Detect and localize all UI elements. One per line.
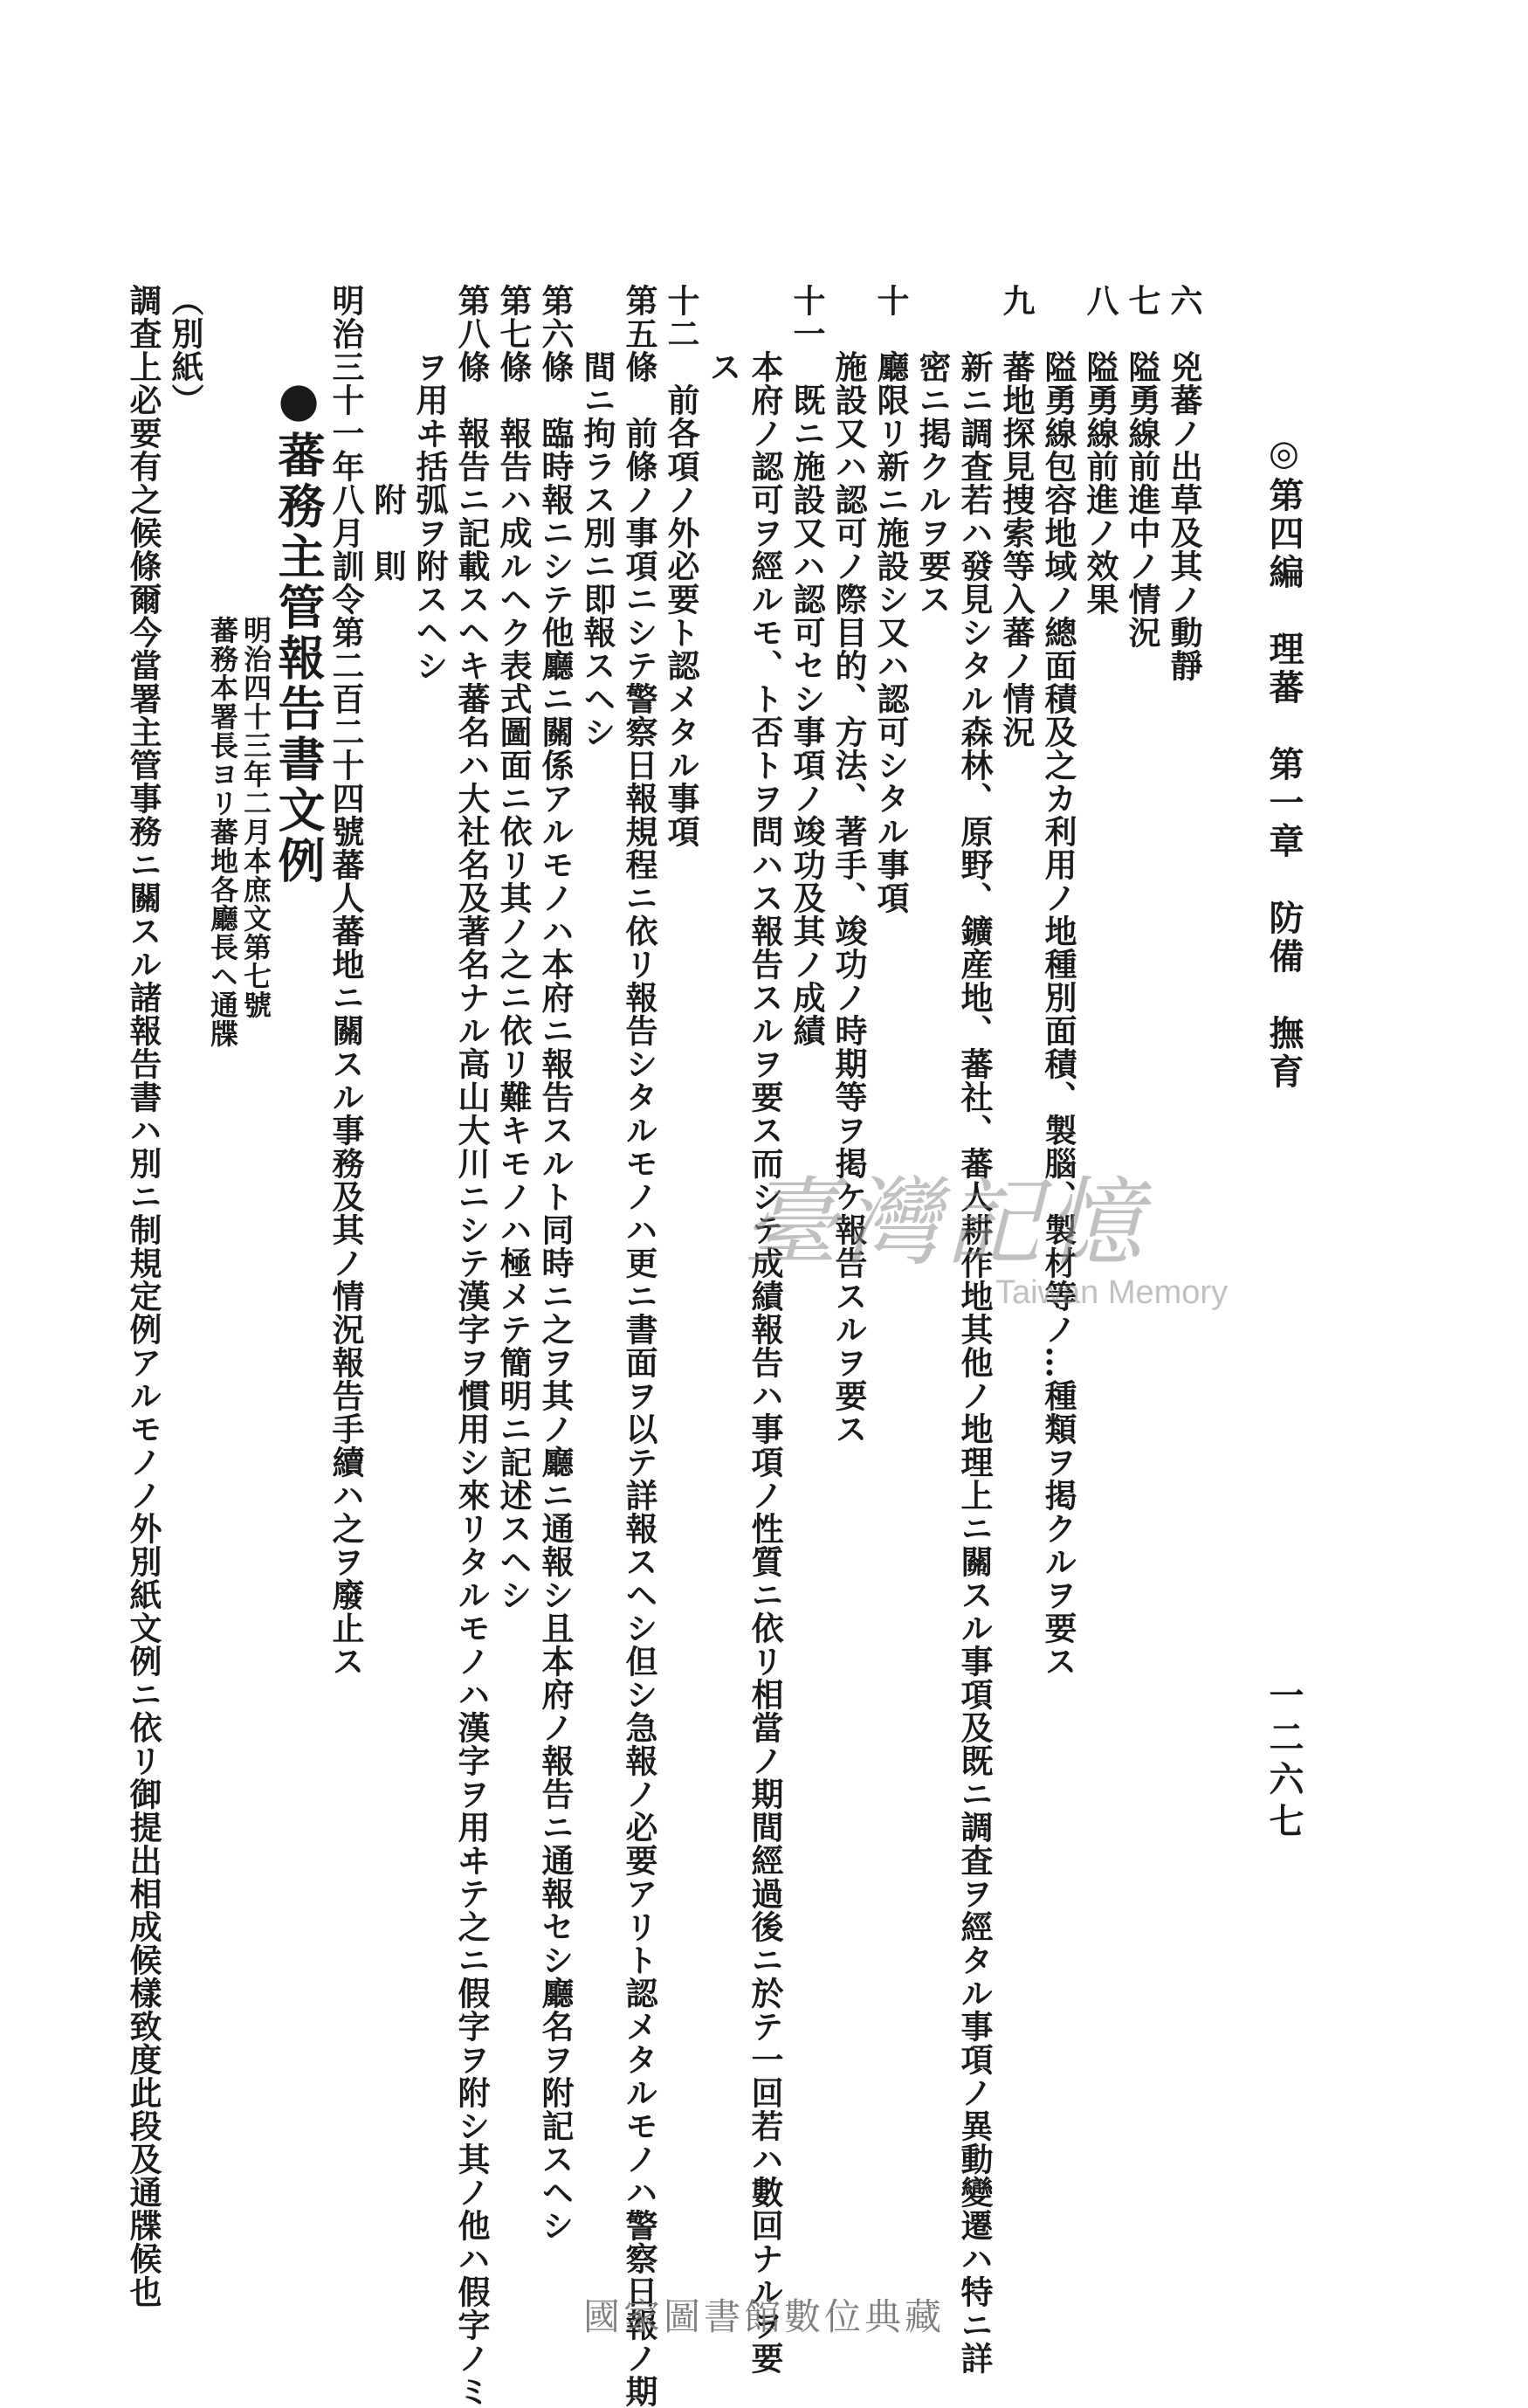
running-header: ◎第四編 理蕃 第一章 防備 撫育 bbox=[1263, 432, 1304, 1092]
text-line: 附 則 bbox=[368, 284, 407, 583]
footer-credit: 國家圖書館數位典藏 bbox=[582, 2295, 945, 2338]
text-line: 新ニ調査若ハ發見シタル森林、原野、鑛産地、蕃社、蕃人耕作地其他ノ地理上ニ關スル事項及既ニ調査ヲ經タル事項ノ異動變遷ハ特ニ詳 bbox=[955, 284, 994, 2375]
text-line: 八 隘勇線前進ノ效果 bbox=[1081, 284, 1119, 616]
text-line: 十一 既ニ施設又ハ認可セシ事項ノ竣功及其ノ成績 bbox=[788, 284, 826, 1047]
text-line: 第八條 報告ニ記載スヘキ蕃名ハ大社名及著名ナル高山大川ニシテ漢字ヲ慣用シ來リタルモノハ漢字ヲ用ヰテ之ニ假字ヲ附シ其ノ他ハ假字ノミ bbox=[452, 284, 491, 2408]
text-line: ヲ用ヰ括弧ヲ附スヘシ bbox=[410, 284, 449, 682]
text-line: 第六條 臨時報ニシテ他廳ニ關係アルモノハ本府ニ報告スルト同時ニ之ヲ其ノ廳ニ通報シ且本府ノ報告ニ通報セシ廳名ヲ附記スヘシ bbox=[536, 284, 575, 2242]
text-line: 第五條 前條ノ事項ニシテ警察日報規程ニ依リ報告シタルモノハ更ニ書面ヲ以テ詳報スヘシ但シ急報ノ必要アリト認メタルモノハ警察日報ノ期 bbox=[620, 284, 658, 2408]
watermark-text: 臺灣記憶 bbox=[742, 1167, 1147, 1279]
section-heading: ●蕃務主管報告書文例 bbox=[271, 371, 327, 887]
text-line: 本府ノ認可ヲ經ルモ、ト否トヲ問ハス報告スルヲ要ス而シテ成績報告ハ事項ノ性質ニ依リ相當ノ期間經過後ニ於テ一回若ハ數回ナルヲ要 bbox=[746, 284, 784, 2375]
text-line: ス bbox=[704, 284, 742, 383]
text-line: 七 隘勇線前進中ノ情況 bbox=[1123, 284, 1161, 649]
text-line: 六 兇蕃ノ出草及其ノ動靜 bbox=[1165, 284, 1203, 682]
text-line: 施設又ハ認可ノ際目的、方法、著手、竣功ノ時期等ヲ掲ケ報告スルヲ要ス bbox=[829, 284, 868, 1445]
text-line: （別紙） bbox=[166, 284, 204, 417]
text-line: 明治三十一年八月訓令第二百二十四號蕃人蕃地ニ關スル事務及其ノ情況報告手續ハ之ヲ廢止ス bbox=[327, 284, 365, 1678]
text-line: 十二 前各項ノ外必要ト認メタル事項 bbox=[662, 284, 700, 848]
section-reference: 蕃務本署長ヨリ蕃地各廳長ヘ通牒 bbox=[206, 616, 239, 1048]
text-line: 九 蕃地探見捜索等入蕃ノ情況 bbox=[997, 284, 1036, 749]
text-line: 密ニ掲クルヲ要ス bbox=[913, 284, 952, 616]
text-line: 第七條 報告ハ成ルヘク表式圖面ニ依リ其ノ之ニ依リ難キモノハ極メテ簡明ニ記述スヘシ bbox=[494, 284, 533, 1611]
text-line: 十 廳限リ新ニ施設シ又ハ認可シタル事項 bbox=[871, 284, 910, 914]
page-number: 一二六七 bbox=[1263, 1677, 1304, 1845]
watermark-subtext: Taiwan Memory bbox=[995, 1274, 1229, 1311]
text-line: 間ニ拘ラス別ニ即報スヘシ bbox=[578, 284, 616, 749]
section-reference: 明治四十三年二月本庶文第七號 bbox=[239, 616, 272, 1019]
text-line: 隘勇線包容地域ノ總面積及之カ利用ノ地種別面積、製腦、製材等ノ…種類ヲ掲クルヲ要ス bbox=[1039, 284, 1077, 1678]
text-line: 調査上必要有之候條爾今當署主管事務ニ關スル諸報告書ハ別ニ制規定例アルモノノ外別紙文例ニ依リ御提出相成候樣致度此段及通牒候也 bbox=[124, 284, 162, 2308]
